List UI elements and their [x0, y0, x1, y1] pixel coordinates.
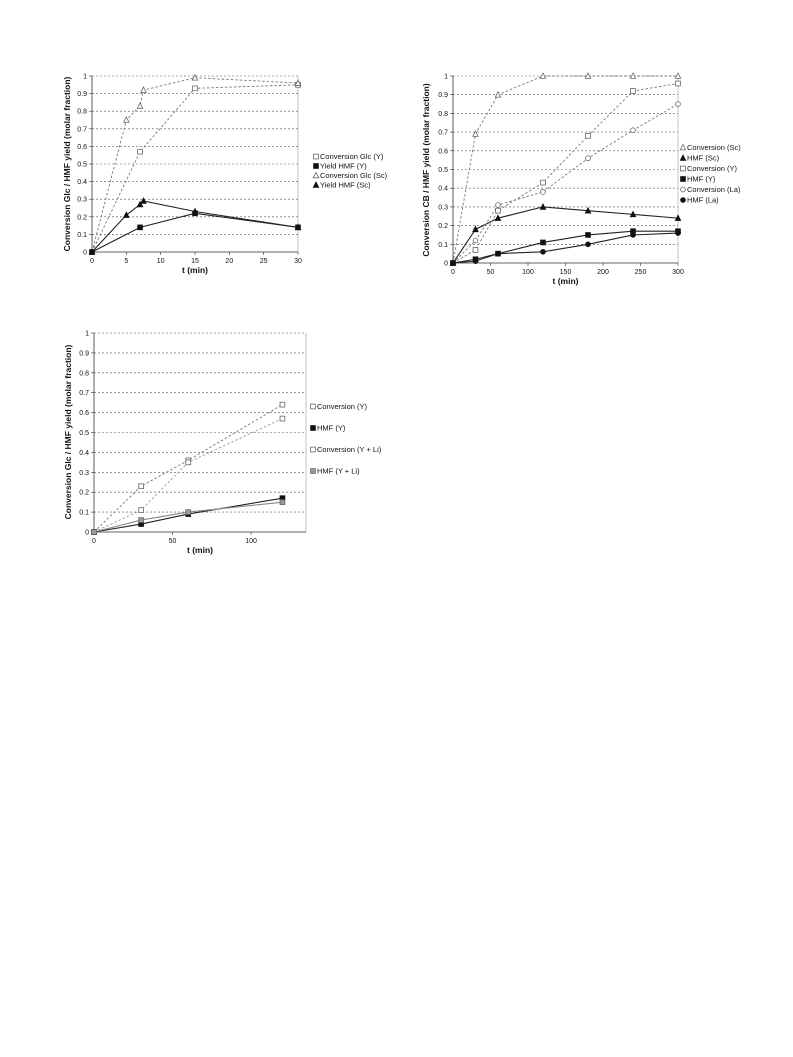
legend-label: Conversion (La)	[687, 185, 741, 194]
x-axis-label: t (min)	[182, 265, 208, 275]
y-tick-label: 0.4	[438, 185, 448, 193]
data-point	[586, 242, 591, 247]
legend-marker	[681, 177, 686, 182]
data-point	[139, 518, 144, 523]
series-3	[451, 81, 681, 265]
legend-marker	[313, 173, 318, 178]
y-tick-label: 1	[444, 73, 448, 81]
legend-label: Conversion Glc (Sc)	[320, 171, 388, 180]
series-line	[453, 231, 678, 263]
x-axis-label: t (min)	[187, 545, 213, 555]
data-point	[631, 89, 636, 94]
chart-3	[63, 331, 382, 556]
y-tick-label: 1	[85, 330, 89, 338]
y-tick-label: 0.9	[77, 91, 87, 99]
y-tick-label: 0.5	[77, 161, 87, 169]
data-point	[473, 248, 478, 253]
series-line	[453, 233, 678, 263]
data-point	[473, 259, 478, 264]
data-point	[92, 530, 97, 535]
data-point	[541, 190, 546, 195]
y-tick-label: 0.1	[79, 509, 89, 517]
x-tick-label: 0	[90, 258, 94, 265]
data-point	[541, 240, 546, 245]
x-tick-label: 30	[294, 258, 302, 265]
legend-marker	[681, 198, 686, 203]
x-tick-label: 100	[522, 269, 534, 276]
legend-label: Conversion (Y)	[687, 164, 738, 173]
y-tick-label: 0.2	[438, 223, 448, 231]
x-tick-label: 25	[259, 258, 268, 265]
y-tick-label: 0.1	[77, 231, 87, 239]
data-point	[676, 81, 681, 86]
legend-marker	[313, 182, 318, 187]
data-point	[496, 208, 501, 213]
x-tick-label: 0	[92, 538, 96, 545]
y-tick-label: 0.7	[438, 129, 448, 137]
y-tick-label: 1	[83, 73, 87, 81]
x-tick-label: 100	[245, 538, 257, 545]
legend-marker	[311, 426, 316, 431]
legend-label: HMF (Y + Li)	[317, 466, 360, 476]
series-1	[90, 82, 301, 254]
series-2	[90, 211, 301, 255]
legend-label: Conversion (Y + Li)	[317, 445, 382, 454]
data-point	[473, 131, 478, 136]
data-point	[473, 238, 478, 243]
y-tick-label: 0.1	[438, 241, 448, 249]
data-point	[186, 510, 191, 515]
y-tick-label: 0.5	[79, 430, 89, 437]
legend-marker	[681, 187, 686, 192]
x-tick-label: 10	[156, 258, 165, 265]
series-line	[453, 83, 678, 263]
legend-marker	[314, 154, 319, 159]
data-point	[496, 251, 501, 256]
legend-label: Yield HMF (Sc)	[320, 180, 371, 190]
y-tick-label: 0.3	[77, 196, 87, 204]
y-tick-label: 0.6	[77, 143, 87, 151]
y-tick-label: 0.4	[77, 179, 87, 187]
data-point	[541, 180, 546, 185]
x-tick-label: 250	[634, 269, 647, 276]
series-4	[89, 198, 300, 254]
data-point	[124, 117, 129, 122]
data-point	[193, 86, 198, 91]
y-tick-label: 0.5	[438, 167, 448, 174]
series-3	[89, 75, 300, 255]
data-point	[137, 103, 142, 108]
x-tick-label: 0	[451, 269, 455, 276]
series-4	[92, 500, 285, 535]
y-tick-label: 0	[444, 260, 448, 268]
legend-marker	[681, 166, 686, 171]
y-tick-label: 0	[83, 249, 87, 257]
y-tick-label: 0.3	[79, 469, 89, 477]
data-point	[496, 203, 501, 208]
legend-marker	[314, 164, 319, 169]
x-tick-label: 150	[559, 269, 572, 276]
legend-marker	[311, 447, 316, 452]
y-tick-label: 0.6	[79, 410, 89, 418]
series-6	[451, 231, 681, 266]
series-line	[92, 78, 298, 252]
legend-label: HMF (Y)	[687, 174, 716, 184]
y-tick-label: 0.9	[79, 350, 89, 358]
series-line	[92, 85, 298, 252]
y-tick-label: 0.8	[77, 108, 87, 116]
data-point	[280, 416, 285, 421]
series-2	[92, 496, 285, 535]
data-point	[631, 233, 636, 238]
data-point	[586, 156, 591, 161]
x-tick-label: 5	[124, 258, 129, 265]
data-point	[495, 92, 500, 97]
data-point	[586, 233, 591, 238]
legend-label: Conversion Glc (Y)	[320, 152, 384, 161]
data-point	[138, 225, 143, 230]
x-tick-label: 50	[486, 269, 495, 276]
legend-marker	[311, 469, 316, 474]
data-point	[280, 402, 285, 407]
data-point	[124, 212, 129, 217]
x-tick-label: 200	[597, 269, 609, 276]
y-axis-label: Conversion CB / HMF yield (molar fraction)	[421, 83, 431, 257]
legend-label: HMF (La)	[687, 195, 719, 205]
legend-marker	[311, 404, 316, 409]
y-tick-label: 0.2	[79, 489, 89, 497]
x-tick-label: 300	[672, 269, 684, 276]
data-point	[631, 128, 636, 133]
data-point	[139, 508, 144, 513]
legend-marker	[680, 155, 685, 160]
y-tick-label: 0.3	[438, 204, 448, 212]
y-tick-label: 0.8	[438, 110, 448, 118]
data-point	[586, 133, 591, 138]
data-point	[139, 484, 144, 489]
y-tick-label: 0.8	[79, 370, 89, 378]
data-point	[186, 460, 191, 465]
legend-label: Conversion (Sc)	[687, 143, 741, 152]
y-axis-label: Conversion Glc / HMF yield (molar fraction)	[62, 76, 72, 252]
data-point	[676, 231, 681, 236]
data-point	[138, 149, 143, 154]
data-point	[280, 500, 285, 505]
data-point	[141, 87, 146, 92]
x-tick-label: 15	[191, 258, 199, 265]
y-tick-label: 0.7	[77, 126, 87, 134]
y-tick-label: 0.2	[77, 214, 87, 222]
chart-2	[421, 73, 741, 286]
data-point	[473, 226, 478, 231]
y-tick-label: 0	[85, 529, 89, 537]
y-tick-label: 0.4	[79, 449, 89, 457]
data-point	[675, 73, 680, 78]
y-tick-label: 0.7	[79, 390, 89, 398]
data-point	[451, 261, 456, 266]
chart-1	[62, 74, 388, 276]
legend-label: Yield HMF (Y)	[320, 161, 367, 171]
series-5	[451, 102, 681, 266]
x-axis-label: t (min)	[552, 276, 579, 286]
legend-label: HMF (Y)	[317, 423, 346, 433]
legend-marker	[680, 145, 685, 150]
legend-label: HMF (Sc)	[687, 153, 720, 163]
legend-label: Conversion (Y)	[317, 402, 368, 411]
data-point	[141, 198, 146, 203]
data-point	[541, 249, 546, 254]
y-tick-label: 0.9	[438, 92, 448, 100]
x-tick-label: 50	[168, 538, 177, 545]
data-point	[676, 102, 681, 107]
x-tick-label: 20	[225, 258, 234, 265]
y-tick-label: 0.6	[438, 148, 448, 156]
y-axis-label: Conversion Glc / HMF yield (molar fraction)	[63, 344, 73, 520]
